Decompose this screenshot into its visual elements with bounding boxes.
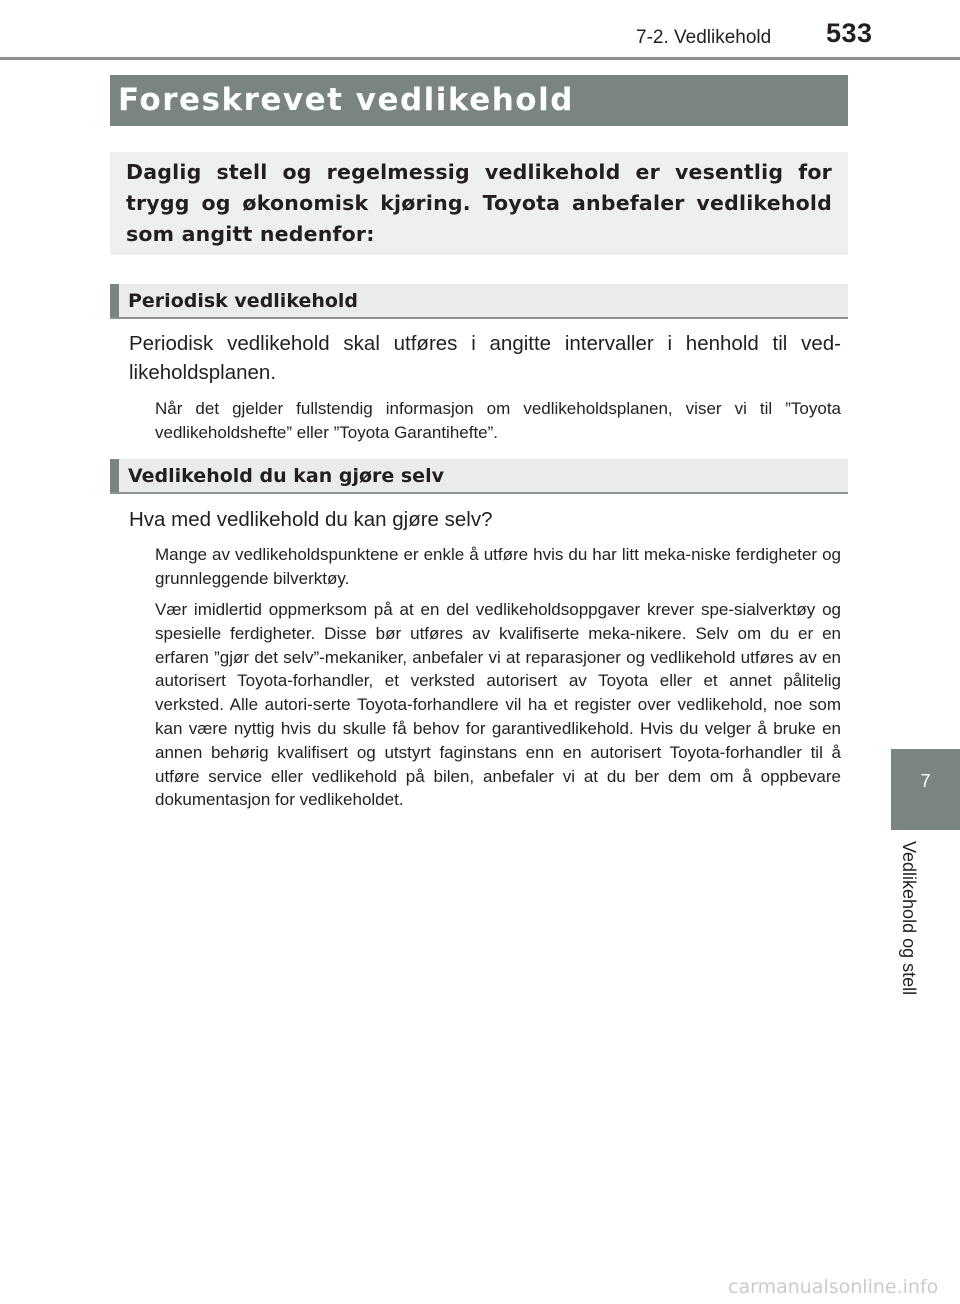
section-heading-self-maintenance [110, 459, 848, 494]
section-lead-periodic: Periodisk vedlikehold skal utføres i angitte intervaller i henhold til ved-likeholdsplanen. [129, 332, 841, 384]
chapter-side-label-text: Vedlikehold og stell [899, 841, 919, 996]
intro-box [110, 152, 848, 255]
chapter-side-tab [891, 749, 960, 830]
section-paragraph-self-maintenance-2: Vær imidlertid oppmerksom på at en del vedlikeholdsoppgaver krever spe-sialverktøy og spesielle ferdigheter. Disse bør utføres av kvalifiserte meka-nikere. Selv om du er en erfaren ”gjør det selv”-mekaniker, anbefaler vi at reparasjoner og vedlikehold utføres av en autorisert Toyota-forhandler, et verksted autorisert av Toyota eller et annet pålitelig verksted. Alle autori-serte Toyota-forhandlere vil ha et register over vedlikehold, noe som kan være nyttig hvis du skulle få behov for garantivedlikehold. Hvis du velger å bruke en annen behørig kvalifisert og utstyrt faginstans enn en autorisert Toyota-forhandler til å utføre service eller vedlikehold på bilen, anbefaler vi at du ber dem om å oppbevare dokumentasjon for vedlikeholdet. [155, 600, 841, 810]
section-accent [110, 459, 119, 492]
page-title: Foreskrevet vedlikehold [118, 82, 574, 118]
chapter-section-label: 7-2. Vedlikehold [636, 27, 772, 48]
chapter-number: 7 [920, 771, 931, 791]
section-heading-label: Vedlikehold du kan gjøre selv [128, 465, 444, 487]
header-rule [0, 57, 960, 60]
section-paragraph-self-maintenance-1: Mange av vedlikeholdspunktene er enkle å utføre hvis du har litt meka-niske ferdigheter og grunnleggende bilverktøy. [155, 545, 841, 588]
section-heading-label: Periodisk vedlikehold [128, 290, 359, 312]
watermark: carmanualsonline.info [728, 1276, 939, 1298]
section-lead-self-maintenance: Hva med vedlikehold du kan gjøre selv? [129, 508, 493, 531]
section-heading-periodic [110, 284, 848, 319]
page-title-bar [110, 75, 848, 126]
page-number: 533 [826, 18, 873, 48]
section-accent [110, 284, 119, 317]
intro-text: Daglig stell og regelmessig vedlikehold er vesentlig for trygg og økonomisk kjøring. Toyota anbefaler vedlikehold som angitt nedenfor: [126, 160, 832, 246]
chapter-side-label [893, 841, 923, 1021]
section-paragraph-periodic: Når det gjelder fullstendig informasjon om vedlikeholdsplanen, viser vi til ”Toyota vedlikeholdshefte” eller ”Toyota Garantihefte”. [155, 399, 841, 442]
